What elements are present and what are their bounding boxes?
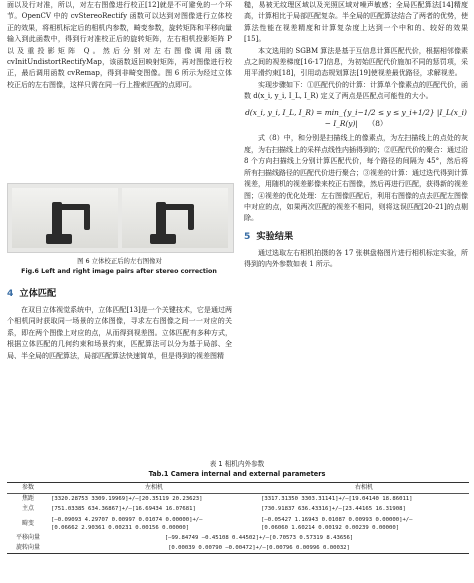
- cell-value: [0.00039 0.00790 –0.00472]+/–[0.00796 0.00996 0.00032]: [49, 543, 469, 554]
- equation-8: [244, 107, 468, 130]
- figure-stereo-pair: [7, 183, 234, 253]
- right-column: [244, 0, 468, 271]
- figure-caption-en: Fig.6 Left and right image pairs after stereo correction: [21, 268, 217, 275]
- table-title-en: Tab.1 Camera internal and external parameters: [148, 470, 326, 478]
- cell-right-line2: [0.06060 1.60214 0.00192 0.00239 0.00000]: [261, 524, 400, 531]
- header-right-camera: 右相机: [259, 483, 469, 494]
- header-left-camera: 左相机: [49, 483, 259, 494]
- table-header-row: [7, 483, 469, 494]
- cell-left: [751.03385 634.36867]+/–[16.69434 16.07681]: [51, 506, 196, 513]
- paragraph-sgbm: 本文选用的 SGBM 算法是基于互信息计算匹配代价，根据相邻像素点之间的视差梯度[16-17]信息，为初始匹配代价施加不同的惩罚项，采用平滑约束[18]，引用动态规划算法[19]使视差最优路径，求解视差。: [244, 46, 468, 78]
- paragraph-equation-explanation: 式（8）中，和分别是扫描线上的像素点，为左扫描线上的点处的灰度，为右扫描线上的采样点线性内插得到的；②匹配代价的聚合：通过沿 8 个方向扫描线上分别计算匹配代价，每个路径的间隔为 45°，然后将所有扫描线路径的匹配代价进行聚合；③视差的计算：通过迭代得到计算视差，用随机的视差影像来校正右图像，然后再进行匹配，获得新的视差图；④视差的优化处理：左右图像匹配后，利用右图像的点去匹配左图像中对应的点，如果两次匹配的视差不相同，则将这误匹配[20-21]的点剔除。: [244, 134, 468, 223]
- table-title-cn: 表 1 相机内外参数: [209, 460, 265, 468]
- section-title: 立体匹配: [19, 288, 57, 299]
- table-row-distortion: [7, 515, 469, 533]
- paragraph-rectification: 面以及行对准，所以，对左右图像进行校正[12]就是不可避免的一个环节。OpenCV 中的 cvStereoRectify 函数可以达到对图像进行立体校正的效果，将相机标定后的相机内参数，畸变参数，旋转矩阵和平移向量输入到此函数中，得到行对准校正后的旋转矩阵，左右相机投影矩阵 P 以及重投影矩阵 Q。然后分别对左右图像调用函数 cvInitUndistortRectifyMap，该函数返回映射矩阵，再对图像进行校正，最后调用函数 cvRemap，得到非畸变图像。图 6 所示为经过立体校正后的左右图像，这样只需在同一行上搜索匹配的点即可。: [7, 1, 232, 89]
- left-image: [12, 188, 118, 248]
- section-heading-4: [7, 287, 232, 301]
- row-label: 主点: [21, 505, 34, 513]
- left-column: [7, 0, 232, 91]
- equation-body: d(x_i, y_i, I_L, I_R) = min_{y_i−1/2 ≤ y ≤ y_i+1/2} |I_L(x_i) − I_R(y)|: [245, 107, 467, 129]
- section-number: 4: [7, 288, 14, 299]
- figure-caption-cn: 图 6 立体校正后的左右图像对: [77, 257, 162, 265]
- section-number: 5: [244, 230, 251, 242]
- row-label: 旋转向量: [7, 543, 49, 554]
- equation-number: （8）: [367, 119, 388, 129]
- table-row-focal: [7, 494, 469, 505]
- cell-left: [3320.28753 3309.19969]+/–[20.35119 20.23623]: [51, 496, 203, 503]
- cell-left-line2: [0.06662 2.90361 0.00231 0.00156 0.00000]: [51, 524, 190, 531]
- cell-right-line1: [–0.05427 1.16943 0.01087 0.00993 0.00000]+/–: [261, 516, 413, 523]
- row-label: 平移向量: [15, 534, 40, 542]
- row-label: 畸变: [21, 519, 34, 527]
- cell-value: [–99.84749 –0.45108 0.44502]+/–[0.70573 0.57319 8.43656]: [164, 535, 354, 542]
- section-title: 实验结果: [256, 230, 294, 242]
- right-image: [122, 188, 228, 248]
- paragraph-global-matching: 糙，易被无纹理区域以及光照区域对噪声敏感；全局匹配算法[14]精度高，计算相比于局部匹配复杂。半全局的匹配算法结合了两者的优势，使算法性能在视差精度和计算复杂度上达到一个中和的、较好的效果[15]。: [244, 1, 468, 44]
- paragraph-steps: 实现步骤如下：①匹配代价的计算：计算单个像素点的匹配代价，函数 d(x_i, y_i, I_L, I_R) 定义了两点是匹配点可能性的大小。: [244, 80, 468, 101]
- cell-left-line1: [–0.09093 4.29707 0.00997 0.01074 0.00000]+/–: [51, 516, 203, 523]
- table-row-principal: [7, 504, 469, 514]
- cell-right: [730.91837 636.43316]+/–[23.44165 16.31908]: [261, 506, 406, 513]
- cell-left: [49, 515, 259, 533]
- paragraph-stereo-matching: 在双目立体视觉系统中，立体匹配[13]是一个关键技术，它是通过两个相机同时获取同一场景的立体图像，寻求左右图像之间一一对应的关系，即在两个图像上对应的点，从而得到视差图。立体匹配有多种方式，根据立体匹配的几何约束和场景约束，匹配算法可以分为基于局部、全局、半全局的匹配算法，局部匹配算法快速简单，但是得到的视差图精: [7, 306, 232, 360]
- table-row-translation: [7, 533, 469, 543]
- section-heading-5: [244, 230, 468, 244]
- paragraph-results: 通过选取左右相机拍摄的各 17 张棋盘格图片进行相机标定实验，所得到的内外参数如表 1 所示。: [244, 248, 468, 269]
- camera-parameters-table: [7, 482, 469, 554]
- cell-right: [3317.31350 3303.31141]+/–[19.04140 18.86011]: [261, 496, 413, 503]
- table-row-rotation: [7, 543, 469, 554]
- header-parameter: 参数: [7, 483, 49, 494]
- left-column-lower: [7, 282, 232, 362]
- row-label: 焦距: [21, 495, 34, 503]
- cell-right: [259, 515, 469, 533]
